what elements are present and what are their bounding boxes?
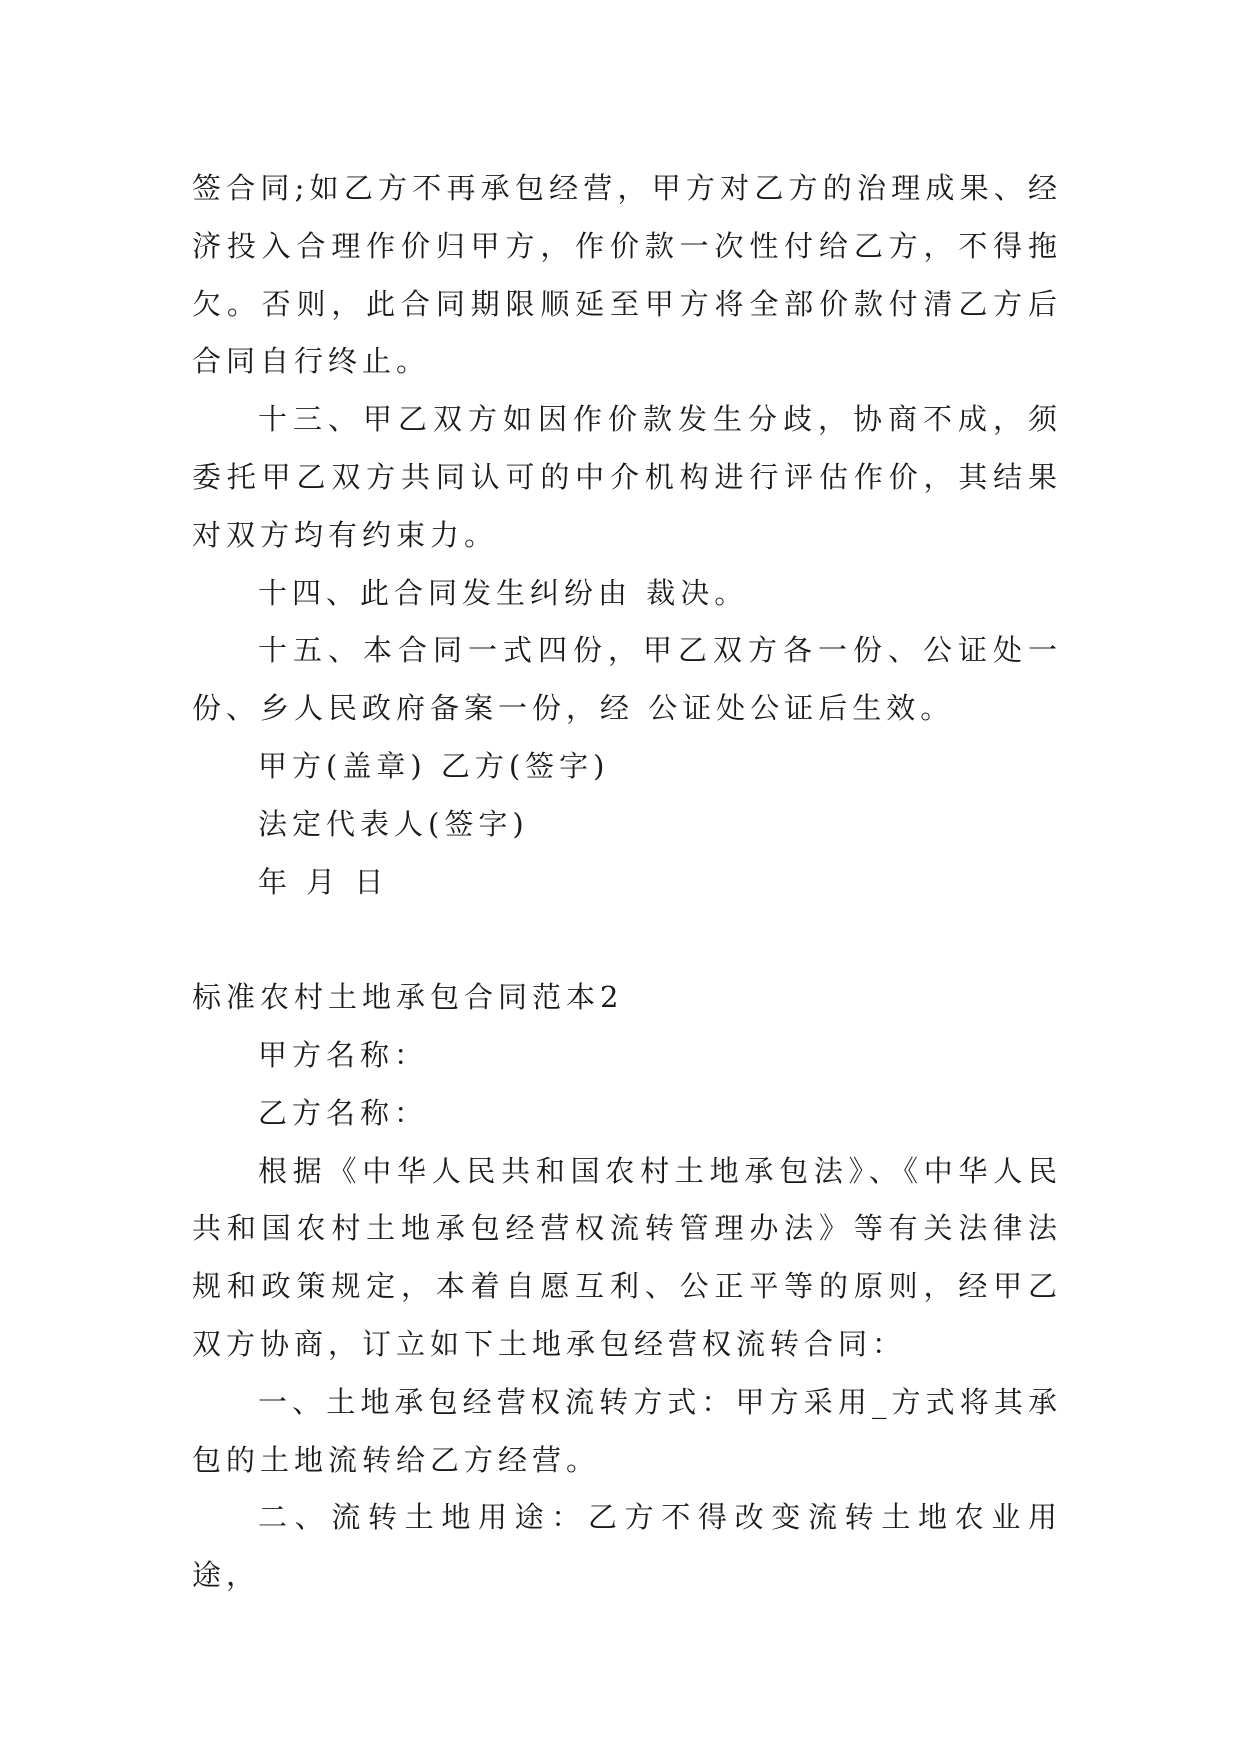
signature-line: 甲方(盖章) 乙方(签字) (258, 748, 610, 783)
document-page (192, 160, 1062, 1605)
paragraph-clause-13: 十三、甲乙双方如因作价款发生分歧，协商不成，须委托甲乙双方共同认可的中介机构进行评估作价，其结果对双方均有约束力。 (192, 402, 1062, 552)
date-line: 年 月 日 (258, 864, 389, 899)
legal-representative-line: 法定代表人(签字) (258, 806, 529, 841)
party-b-name: 乙方名称： (258, 1095, 429, 1130)
section-title: 标准农村土地承包合同范本2 (192, 980, 624, 1015)
section-spacer (192, 911, 1062, 969)
paragraph-clause-2: 二、流转土地用途：乙方不得改变流转土地农业用途， (192, 1500, 1062, 1593)
paragraph-clause-15: 十五、本合同一式四份，甲乙双方各一份、公证处一份、乡人民政府备案一份，经 公证处公证后生效。 (192, 633, 1062, 726)
paragraph-contract-renewal: 签合同;如乙方不再承包经营，甲方对乙方的治理成果、经济投入合理作价归甲方，作价款一次性付给乙方，不得拖欠。否则，此合同期限顺延至甲方将全部价款付清乙方后合同自行终止。 (192, 171, 1062, 379)
party-a-name: 甲方名称： (258, 1037, 429, 1072)
paragraph-legal-basis: 根据《中华人民共和国农村土地承包法》、《中华人民共和国农村土地承包经营权流转管理办法》等有关法律法规和政策规定，本着自愿互利、公正平等的原则，经甲乙双方协商，订立如下土地承包经营权流转合同： (192, 1153, 1062, 1361)
paragraph-clause-1: 一、土地承包经营权流转方式：甲方采用_方式将其承包的土地流转给乙方经营。 (192, 1384, 1062, 1477)
paragraph-clause-14: 十四、此合同发生纠纷由 裁决。 (258, 575, 749, 610)
